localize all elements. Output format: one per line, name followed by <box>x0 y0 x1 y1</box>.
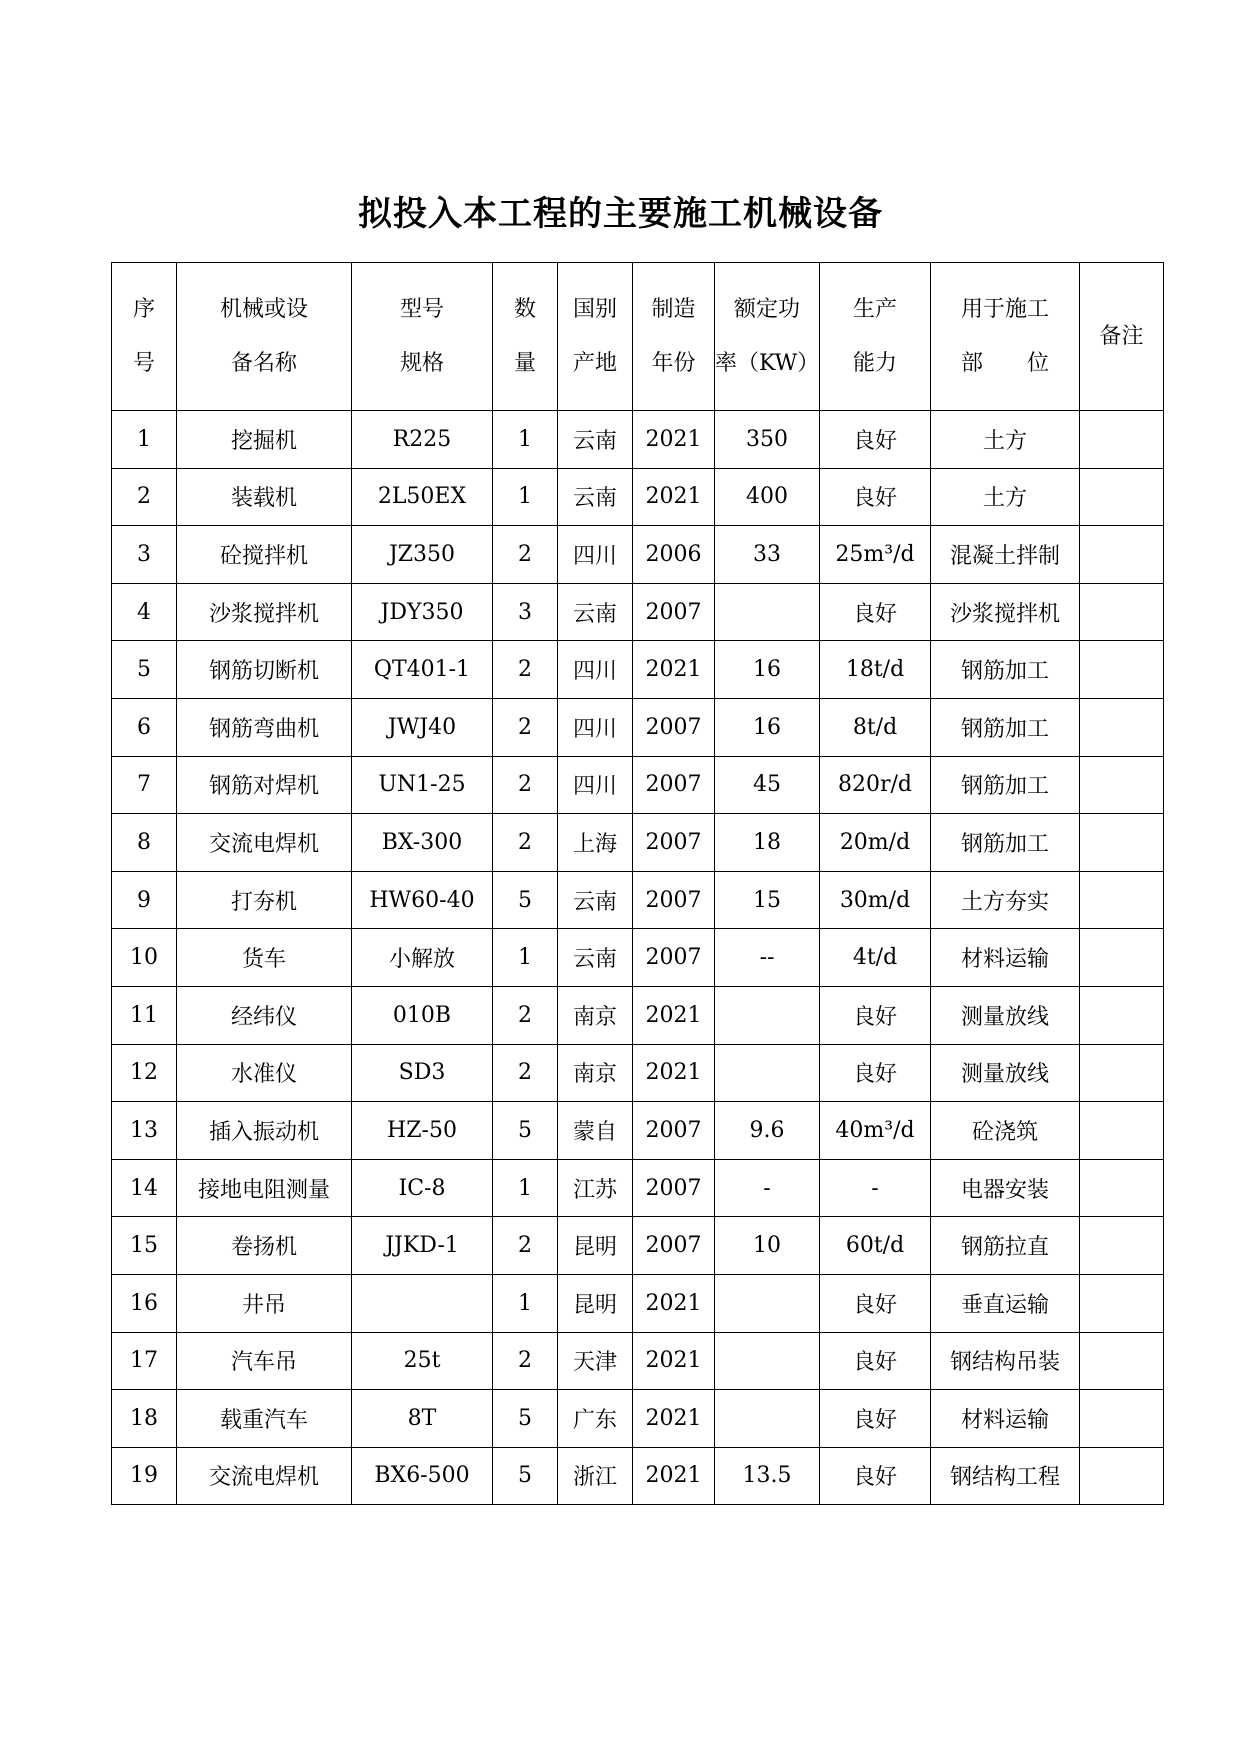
cell-name: 井吊 <box>177 1274 352 1332</box>
cell-qty: 1 <box>493 1159 558 1217</box>
cell-name: 卷扬机 <box>177 1217 352 1275</box>
cell-remark <box>1080 641 1164 699</box>
cell-name: 水准仪 <box>177 1044 352 1102</box>
cell-name: 经纬仪 <box>177 986 352 1044</box>
cell-model: 小解放 <box>352 929 493 987</box>
cell-power: 9.6 <box>715 1102 820 1160</box>
cell-origin: 云南 <box>558 411 633 469</box>
cell-name: 钢筋对焊机 <box>177 756 352 814</box>
cell-usage: 钢结构吊装 <box>931 1332 1080 1390</box>
cell-remark <box>1080 1390 1164 1448</box>
cell-model: JJKD-1 <box>352 1217 493 1275</box>
cell-model: SD3 <box>352 1044 493 1102</box>
cell-usage: 沙浆搅拌机 <box>931 583 1080 641</box>
cell-qty: 1 <box>493 1274 558 1332</box>
cell-capacity: 60t/d <box>820 1217 931 1275</box>
cell-remark <box>1080 814 1164 872</box>
cell-year: 2007 <box>633 1159 715 1217</box>
cell-qty: 2 <box>493 814 558 872</box>
cell-origin: 云南 <box>558 468 633 526</box>
cell-usage: 混凝土拌制 <box>931 526 1080 584</box>
column-header-remark <box>1080 263 1164 411</box>
cell-capacity: 18t/d <box>820 641 931 699</box>
cell-remark <box>1080 526 1164 584</box>
cell-year: 2007 <box>633 698 715 756</box>
cell-power: 18 <box>715 814 820 872</box>
cell-capacity: 40m³/d <box>820 1102 931 1160</box>
column-header-usage <box>931 263 1080 411</box>
column-header-year <box>633 263 715 411</box>
cell-power: -- <box>715 929 820 987</box>
column-header-line-2: 号 <box>132 350 155 376</box>
cell-origin: 云南 <box>558 929 633 987</box>
cell-no: 14 <box>112 1159 177 1217</box>
cell-remark <box>1080 411 1164 469</box>
column-header-line-1: 备注 <box>1099 323 1144 349</box>
table-row <box>112 1102 1164 1160</box>
cell-no: 5 <box>112 641 177 699</box>
cell-remark <box>1080 1274 1164 1332</box>
cell-remark <box>1080 1217 1164 1275</box>
cell-origin: 江苏 <box>558 1159 633 1217</box>
column-header-line-1: 额定功 <box>733 296 800 322</box>
cell-usage: 测量放线 <box>931 1044 1080 1102</box>
cell-name: 接地电阻测量 <box>177 1159 352 1217</box>
cell-capacity: 良好 <box>820 411 931 469</box>
cell-model: HW60-40 <box>352 871 493 929</box>
cell-capacity: 20m/d <box>820 814 931 872</box>
cell-name: 砼搅拌机 <box>177 526 352 584</box>
table-row <box>112 468 1164 526</box>
page-title: 拟投入本工程的主要施工机械设备 <box>358 194 883 234</box>
cell-no: 1 <box>112 411 177 469</box>
table-row <box>112 929 1164 987</box>
column-header-no <box>112 263 177 411</box>
cell-no: 12 <box>112 1044 177 1102</box>
table-row <box>112 411 1164 469</box>
cell-power: 33 <box>715 526 820 584</box>
cell-usage: 土方夯实 <box>931 871 1080 929</box>
cell-capacity: 良好 <box>820 1044 931 1102</box>
cell-power: 45 <box>715 756 820 814</box>
cell-power: 10 <box>715 1217 820 1275</box>
cell-model: JZ350 <box>352 526 493 584</box>
column-header-qty <box>493 263 558 411</box>
cell-year: 2021 <box>633 1390 715 1448</box>
cell-remark <box>1080 1044 1164 1102</box>
column-header-line-1: 型号 <box>399 296 444 322</box>
cell-origin: 云南 <box>558 871 633 929</box>
cell-name: 打夯机 <box>177 871 352 929</box>
cell-year: 2021 <box>633 411 715 469</box>
cell-no: 7 <box>112 756 177 814</box>
cell-remark <box>1080 986 1164 1044</box>
cell-capacity: - <box>820 1159 931 1217</box>
cell-model: 25t <box>352 1332 493 1390</box>
cell-capacity: 30m/d <box>820 871 931 929</box>
cell-year: 2021 <box>633 1274 715 1332</box>
cell-power: 16 <box>715 641 820 699</box>
cell-qty: 2 <box>493 1332 558 1390</box>
column-header-line-2: 备名称 <box>230 350 297 376</box>
cell-usage: 钢筋加工 <box>931 698 1080 756</box>
cell-model: BX6-500 <box>352 1447 493 1505</box>
cell-qty: 2 <box>493 641 558 699</box>
cell-no: 13 <box>112 1102 177 1160</box>
cell-power <box>715 1390 820 1448</box>
cell-qty: 5 <box>493 1102 558 1160</box>
cell-qty: 2 <box>493 526 558 584</box>
cell-origin: 四川 <box>558 756 633 814</box>
cell-name: 货车 <box>177 929 352 987</box>
column-header-line-1: 数 <box>513 296 536 322</box>
cell-year: 2007 <box>633 871 715 929</box>
cell-capacity: 8t/d <box>820 698 931 756</box>
cell-name: 钢筋切断机 <box>177 641 352 699</box>
cell-origin: 南京 <box>558 986 633 1044</box>
cell-model: JWJ40 <box>352 698 493 756</box>
column-header-line-2: 年份 <box>651 350 696 376</box>
table-row <box>112 1274 1164 1332</box>
cell-name: 交流电焊机 <box>177 1447 352 1505</box>
column-header-capacity <box>820 263 931 411</box>
cell-model <box>352 1274 493 1332</box>
cell-remark <box>1080 698 1164 756</box>
cell-power <box>715 986 820 1044</box>
column-header-line-1: 序 <box>132 296 155 322</box>
cell-usage: 钢筋加工 <box>931 756 1080 814</box>
cell-usage: 电器安装 <box>931 1159 1080 1217</box>
cell-year: 2007 <box>633 814 715 872</box>
table-row <box>112 1159 1164 1217</box>
table-row <box>112 756 1164 814</box>
cell-year: 2021 <box>633 1332 715 1390</box>
cell-year: 2007 <box>633 1217 715 1275</box>
cell-name: 汽车吊 <box>177 1332 352 1390</box>
column-header-line-2: 部 位 <box>960 350 1049 376</box>
table-row <box>112 1447 1164 1505</box>
cell-qty: 1 <box>493 468 558 526</box>
cell-power: 13.5 <box>715 1447 820 1505</box>
column-header-line-1: 国别 <box>572 296 617 322</box>
table-row <box>112 814 1164 872</box>
cell-no: 15 <box>112 1217 177 1275</box>
column-header-origin <box>558 263 633 411</box>
cell-model: R225 <box>352 411 493 469</box>
table-row <box>112 526 1164 584</box>
cell-capacity: 25m³/d <box>820 526 931 584</box>
table-row <box>112 1217 1164 1275</box>
cell-capacity: 良好 <box>820 1390 931 1448</box>
cell-year: 2021 <box>633 1044 715 1102</box>
cell-year: 2021 <box>633 641 715 699</box>
cell-usage: 垂直运输 <box>931 1274 1080 1332</box>
cell-qty: 1 <box>493 411 558 469</box>
cell-power: 400 <box>715 468 820 526</box>
cell-year: 2006 <box>633 526 715 584</box>
cell-model: 8T <box>352 1390 493 1448</box>
cell-capacity: 良好 <box>820 468 931 526</box>
cell-remark <box>1080 1447 1164 1505</box>
cell-year: 2007 <box>633 756 715 814</box>
cell-qty: 2 <box>493 1044 558 1102</box>
cell-no: 4 <box>112 583 177 641</box>
cell-origin: 浙江 <box>558 1447 633 1505</box>
cell-name: 沙浆搅拌机 <box>177 583 352 641</box>
cell-remark <box>1080 929 1164 987</box>
cell-origin: 上海 <box>558 814 633 872</box>
cell-power: 16 <box>715 698 820 756</box>
cell-qty: 5 <box>493 1390 558 1448</box>
cell-no: 2 <box>112 468 177 526</box>
cell-remark <box>1080 871 1164 929</box>
cell-remark <box>1080 1332 1164 1390</box>
cell-name: 载重汽车 <box>177 1390 352 1448</box>
cell-power: 15 <box>715 871 820 929</box>
cell-origin: 广东 <box>558 1390 633 1448</box>
cell-origin: 四川 <box>558 698 633 756</box>
cell-capacity: 良好 <box>820 583 931 641</box>
cell-usage: 材料运输 <box>931 1390 1080 1448</box>
cell-no: 8 <box>112 814 177 872</box>
cell-usage: 钢筋拉直 <box>931 1217 1080 1275</box>
column-header-line-1: 机械或设 <box>219 296 308 322</box>
cell-capacity: 良好 <box>820 986 931 1044</box>
column-header-line-2: 量 <box>513 350 536 376</box>
cell-usage: 土方 <box>931 468 1080 526</box>
cell-year: 2007 <box>633 583 715 641</box>
cell-usage: 材料运输 <box>931 929 1080 987</box>
column-header-power <box>715 263 820 411</box>
cell-year: 2021 <box>633 986 715 1044</box>
cell-capacity: 820r/d <box>820 756 931 814</box>
cell-name: 交流电焊机 <box>177 814 352 872</box>
cell-model: BX-300 <box>352 814 493 872</box>
cell-origin: 蒙自 <box>558 1102 633 1160</box>
cell-model: QT401-1 <box>352 641 493 699</box>
cell-power <box>715 1332 820 1390</box>
cell-model: UN1-25 <box>352 756 493 814</box>
cell-name: 钢筋弯曲机 <box>177 698 352 756</box>
cell-origin: 云南 <box>558 583 633 641</box>
cell-remark <box>1080 1159 1164 1217</box>
column-header-line-2: 能力 <box>852 350 897 376</box>
cell-capacity: 4t/d <box>820 929 931 987</box>
cell-usage: 土方 <box>931 411 1080 469</box>
cell-no: 3 <box>112 526 177 584</box>
cell-model: JDY350 <box>352 583 493 641</box>
cell-usage: 钢筋加工 <box>931 814 1080 872</box>
cell-year: 2007 <box>633 929 715 987</box>
table-header <box>112 263 1164 411</box>
cell-origin: 昆明 <box>558 1274 633 1332</box>
cell-qty: 2 <box>493 1217 558 1275</box>
cell-capacity: 良好 <box>820 1332 931 1390</box>
cell-no: 18 <box>112 1390 177 1448</box>
cell-origin: 天津 <box>558 1332 633 1390</box>
cell-no: 16 <box>112 1274 177 1332</box>
column-header-line-2: 率（KW） <box>715 350 820 376</box>
cell-origin: 南京 <box>558 1044 633 1102</box>
cell-year: 2007 <box>633 1102 715 1160</box>
cell-origin: 四川 <box>558 641 633 699</box>
equipment-table <box>111 262 1164 1505</box>
column-header-line-1: 用于施工 <box>960 296 1049 322</box>
cell-origin: 昆明 <box>558 1217 633 1275</box>
cell-year: 2021 <box>633 1447 715 1505</box>
cell-usage: 钢结构工程 <box>931 1447 1080 1505</box>
table-row <box>112 1332 1164 1390</box>
cell-power: - <box>715 1159 820 1217</box>
table-row <box>112 1390 1164 1448</box>
cell-power <box>715 583 820 641</box>
cell-model: IC-8 <box>352 1159 493 1217</box>
table-row <box>112 641 1164 699</box>
cell-name: 装载机 <box>177 468 352 526</box>
cell-no: 10 <box>112 929 177 987</box>
cell-remark <box>1080 1102 1164 1160</box>
cell-name: 插入振动机 <box>177 1102 352 1160</box>
column-header-line-2: 规格 <box>399 350 444 376</box>
cell-year: 2021 <box>633 468 715 526</box>
table-row <box>112 1044 1164 1102</box>
cell-remark <box>1080 583 1164 641</box>
table-row <box>112 583 1164 641</box>
header-row <box>112 263 1164 411</box>
column-header-line-1: 生产 <box>852 296 897 322</box>
table-row <box>112 698 1164 756</box>
cell-capacity: 良好 <box>820 1447 931 1505</box>
cell-origin: 四川 <box>558 526 633 584</box>
column-header-model <box>352 263 493 411</box>
cell-power <box>715 1274 820 1332</box>
column-header-line-2: 产地 <box>572 350 617 376</box>
cell-no: 17 <box>112 1332 177 1390</box>
cell-model: 010B <box>352 986 493 1044</box>
cell-model: 2L50EX <box>352 468 493 526</box>
table-row <box>112 986 1164 1044</box>
column-header-name <box>177 263 352 411</box>
cell-usage: 钢筋加工 <box>931 641 1080 699</box>
cell-name: 挖掘机 <box>177 411 352 469</box>
cell-qty: 5 <box>493 1447 558 1505</box>
column-header-line-1: 制造 <box>651 296 696 322</box>
cell-qty: 2 <box>493 756 558 814</box>
cell-remark <box>1080 468 1164 526</box>
cell-qty: 3 <box>493 583 558 641</box>
cell-no: 6 <box>112 698 177 756</box>
cell-model: HZ-50 <box>352 1102 493 1160</box>
cell-usage: 砼浇筑 <box>931 1102 1080 1160</box>
table-body <box>112 411 1164 1505</box>
cell-no: 11 <box>112 986 177 1044</box>
cell-qty: 1 <box>493 929 558 987</box>
cell-power: 350 <box>715 411 820 469</box>
table-row <box>112 871 1164 929</box>
cell-no: 19 <box>112 1447 177 1505</box>
cell-qty: 2 <box>493 986 558 1044</box>
cell-no: 9 <box>112 871 177 929</box>
cell-qty: 5 <box>493 871 558 929</box>
cell-power <box>715 1044 820 1102</box>
cell-capacity: 良好 <box>820 1274 931 1332</box>
cell-usage: 测量放线 <box>931 986 1080 1044</box>
cell-qty: 2 <box>493 698 558 756</box>
cell-remark <box>1080 756 1164 814</box>
